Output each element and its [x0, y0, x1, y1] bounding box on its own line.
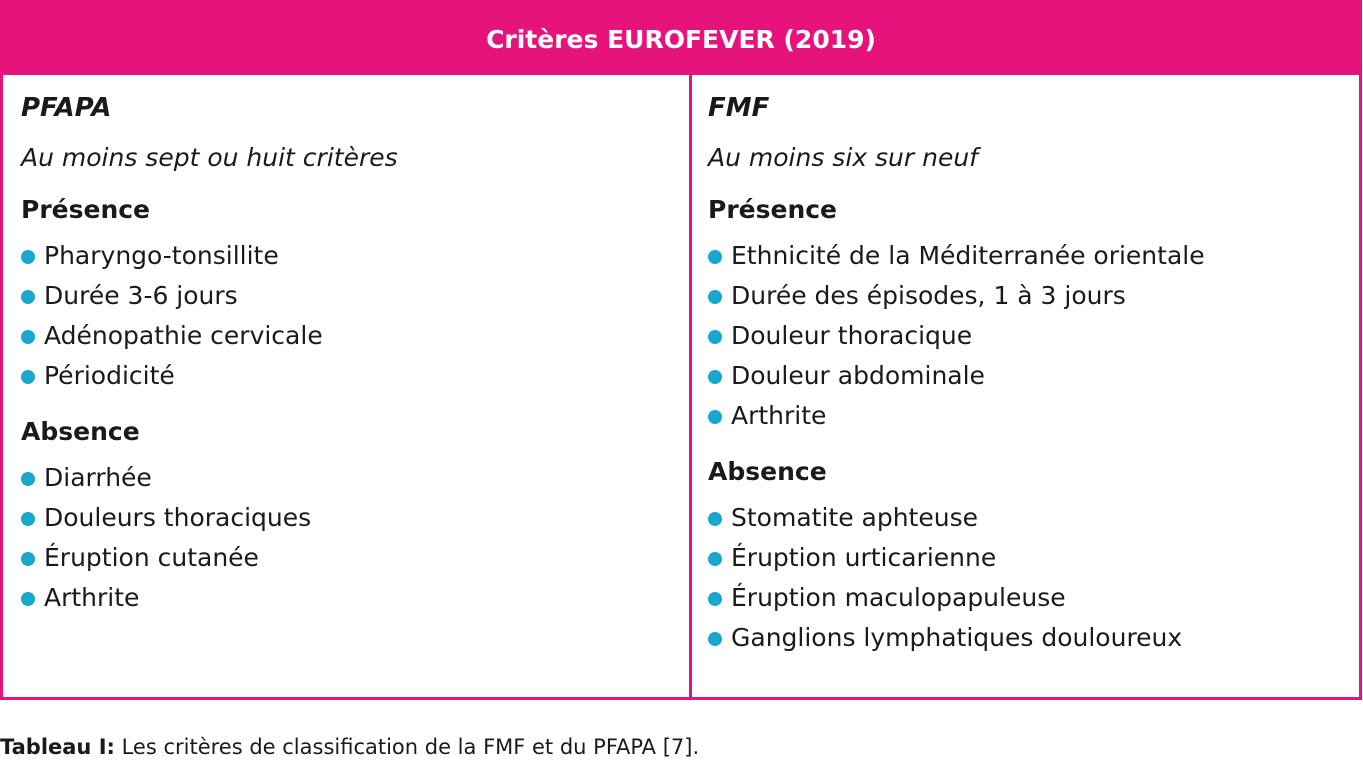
list-item-label: Douleur abdominale [731, 360, 985, 390]
list-item-label: Pharyngo-tonsillite [44, 240, 279, 270]
list-item [21, 315, 689, 355]
list-item [708, 275, 1359, 315]
bullet-icon [708, 410, 722, 424]
list-item-label: Adénopathie cervicale [44, 320, 323, 350]
list-item-label: Durée 3-6 jours [44, 280, 238, 310]
column-subtitle: Au moins sept ou huit critères [21, 143, 398, 172]
bullet-icon [708, 592, 722, 606]
list-item-label: Diarrhée [44, 462, 152, 492]
list-item [708, 617, 1359, 657]
list-item-label: Éruption urticarienne [731, 542, 997, 572]
list-item-label: Ethnicité de la Méditerranée orientale [731, 240, 1205, 270]
caption-label: Tableau I: [0, 735, 115, 759]
list-item-label: Stomatite aphteuse [731, 502, 978, 532]
table-body [3, 75, 1359, 697]
presence-list [708, 235, 1359, 435]
column-subtitle: Au moins six sur neuf [708, 143, 978, 172]
bullet-icon [708, 250, 722, 264]
bullet-icon [708, 330, 722, 344]
list-item [708, 497, 1359, 537]
caption-text: Les critères de classification de la FMF et du PFAPA [7]. [114, 735, 700, 759]
table-header-title: Critères EUROFEVER (2019) [486, 24, 876, 54]
list-item-label: Arthrite [731, 400, 827, 430]
list-item [21, 235, 689, 275]
bullet-icon [708, 512, 722, 526]
list-item-label: Douleurs thoraciques [44, 502, 312, 532]
bullet-icon [21, 250, 35, 264]
bullet-icon [21, 592, 35, 606]
presence-heading: Présence [21, 195, 151, 224]
bullet-icon [708, 290, 722, 304]
bullet-icon [708, 552, 722, 566]
list-item [708, 537, 1359, 577]
column-title: FMF [708, 93, 770, 123]
list-item-label: Durée des épisodes, 1 à 3 jours [731, 280, 1126, 310]
list-item-label: Périodicité [44, 360, 175, 390]
absence-heading: Absence [708, 457, 827, 486]
list-item [708, 315, 1359, 355]
list-item-label: Arthrite [44, 582, 140, 612]
list-item [21, 537, 689, 577]
list-item [21, 355, 689, 395]
list-item [21, 497, 689, 537]
column-title: PFAPA [21, 93, 112, 123]
bullet-icon [21, 330, 35, 344]
bullet-icon [21, 512, 35, 526]
list-item [708, 235, 1359, 275]
list-item-label: Éruption maculopapuleuse [731, 582, 1066, 612]
list-item [708, 395, 1359, 435]
absence-list [21, 457, 689, 617]
absence-list [708, 497, 1359, 657]
column-pfapa [3, 75, 692, 697]
absence-heading: Absence [21, 417, 140, 446]
bullet-icon [708, 370, 722, 384]
list-item [21, 577, 689, 617]
bullet-icon [21, 370, 35, 384]
bullet-icon [21, 290, 35, 304]
list-item [21, 457, 689, 497]
bullet-icon [21, 552, 35, 566]
column-fmf [692, 75, 1359, 697]
bullet-icon [21, 472, 35, 486]
presence-list [21, 235, 689, 395]
bullet-icon [708, 632, 722, 646]
list-item-label: Éruption cutanée [44, 542, 259, 572]
list-item [21, 275, 689, 315]
presence-heading: Présence [708, 195, 838, 224]
list-item-label: Ganglions lymphatiques douloureux [731, 622, 1183, 652]
table-caption [0, 735, 699, 759]
list-item [708, 577, 1359, 617]
list-item-label: Douleur thoracique [731, 320, 973, 350]
table-header [3, 3, 1359, 75]
list-item [708, 355, 1359, 395]
